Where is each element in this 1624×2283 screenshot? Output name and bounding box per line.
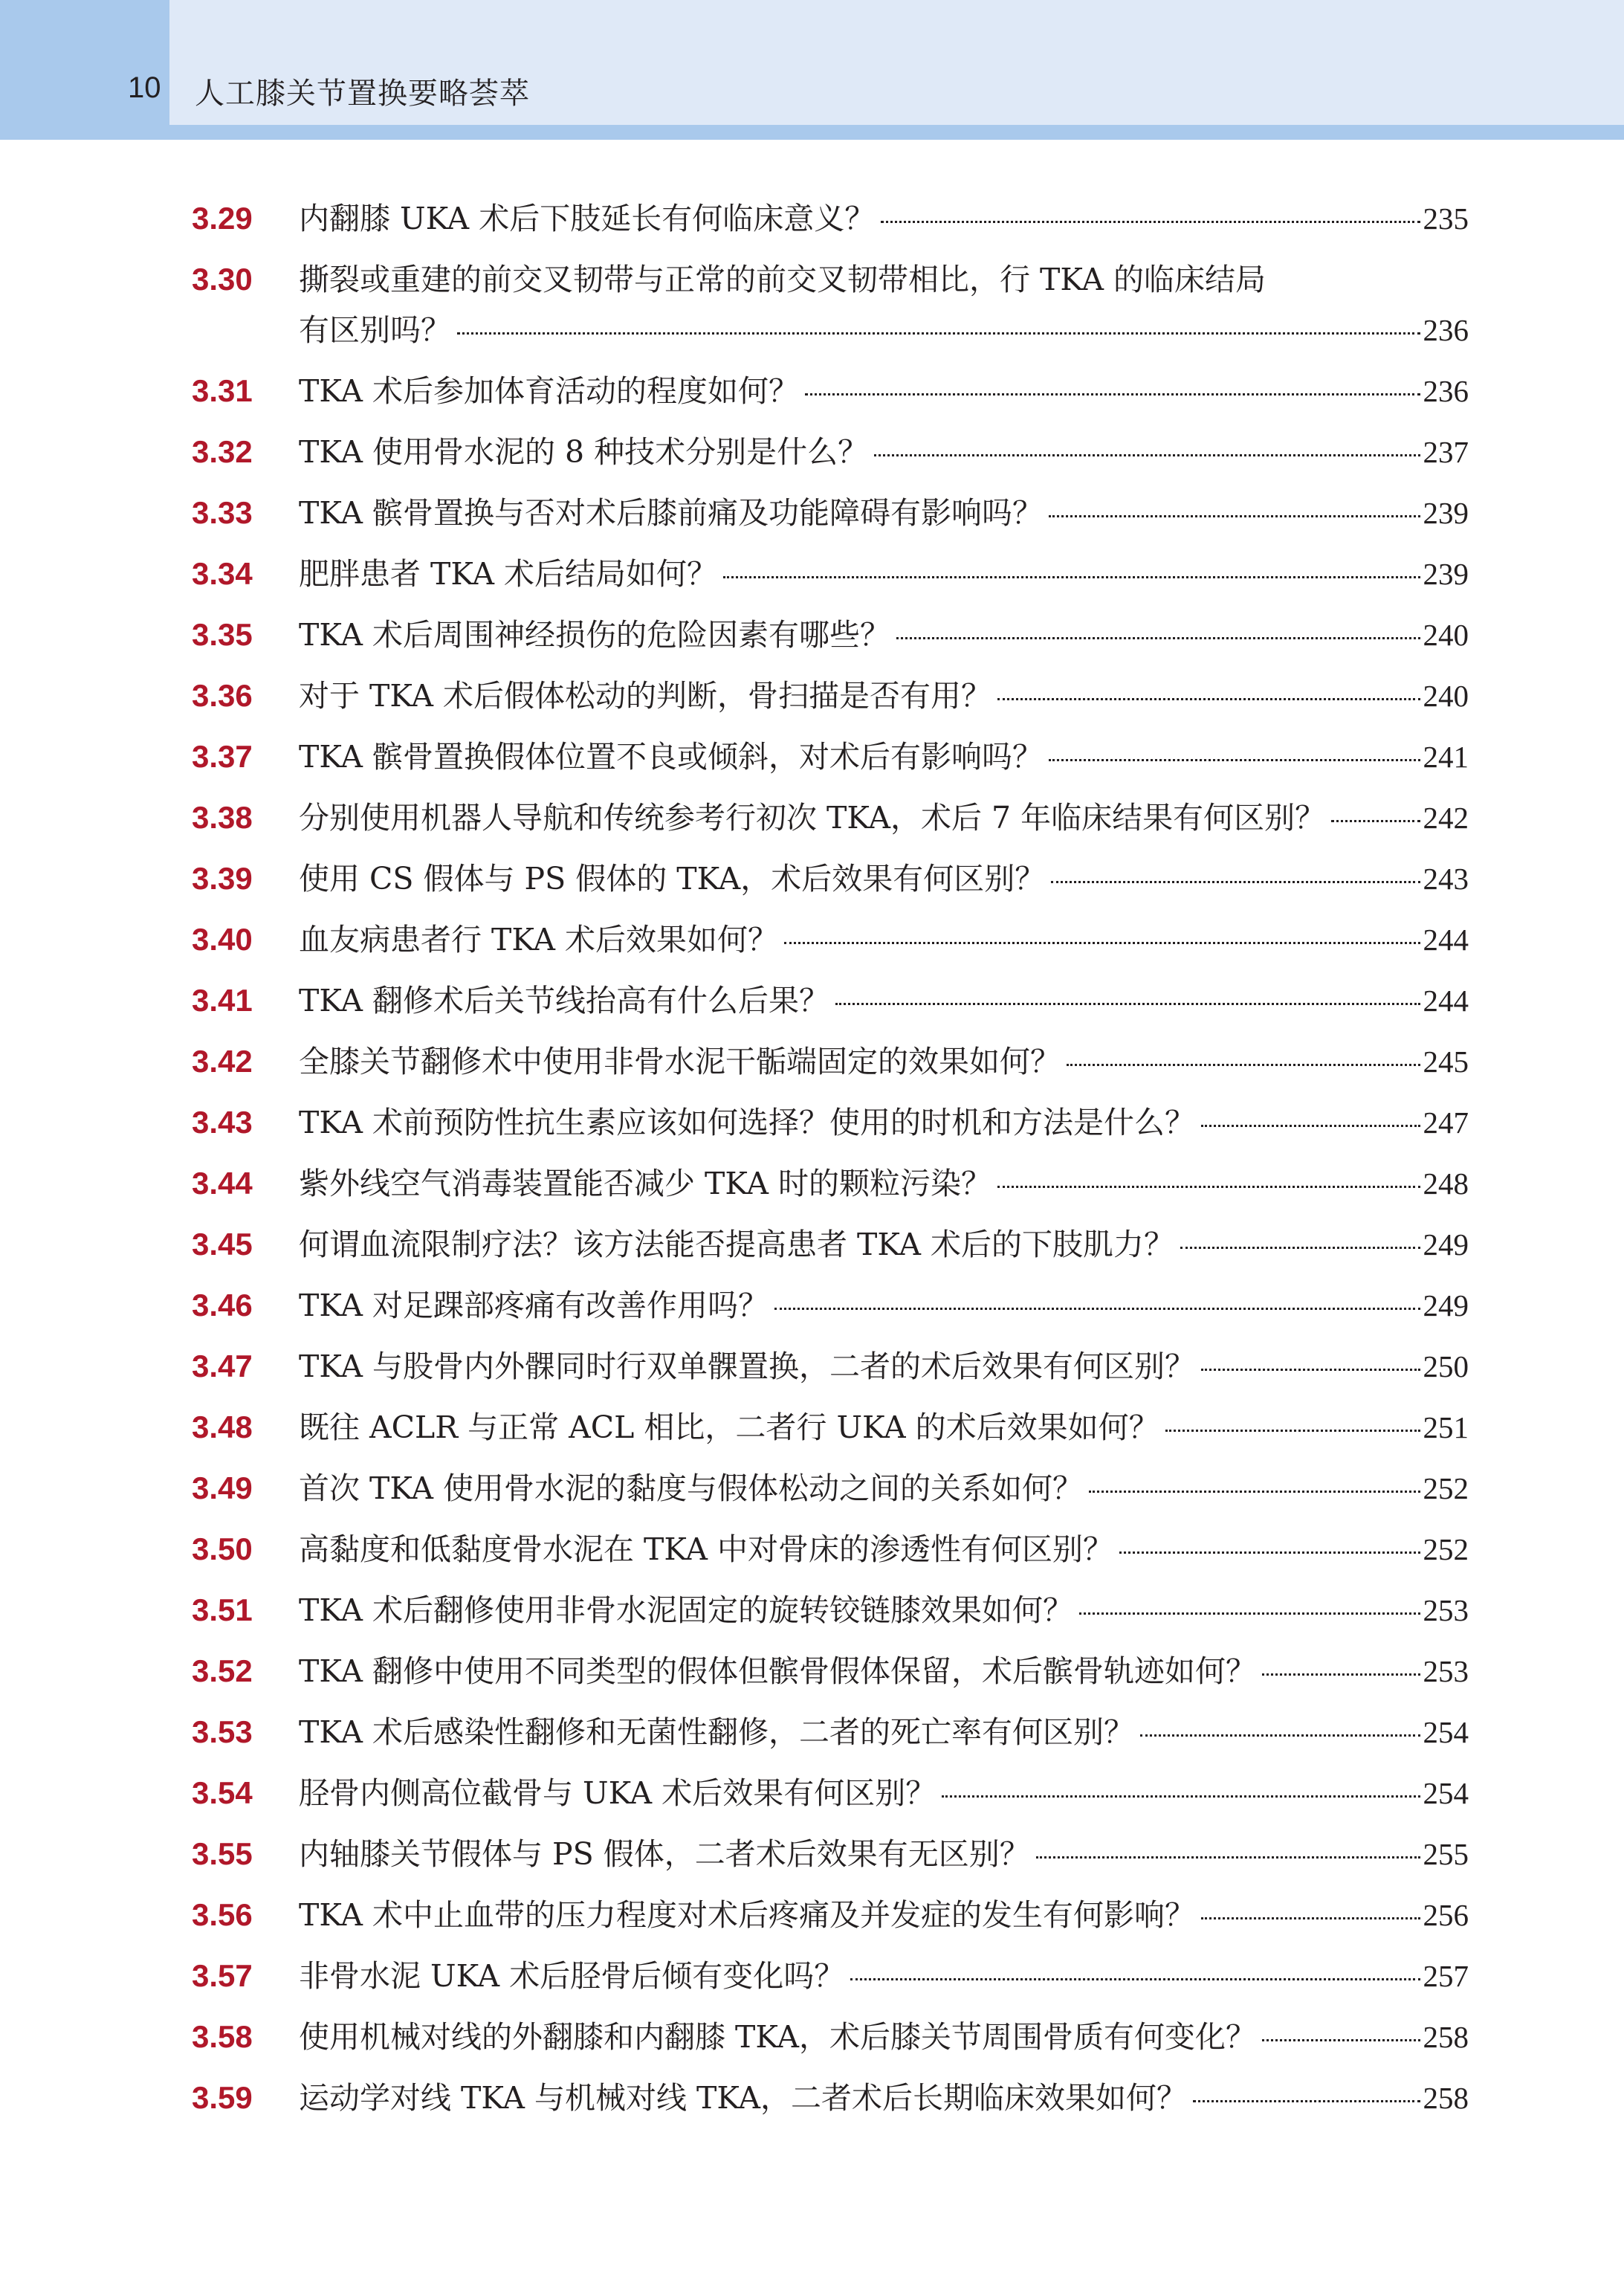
entry-page: 242 [1423, 801, 1469, 835]
leader-dots [896, 637, 1420, 639]
entry-title: TKA 髌骨置换假体位置不良或倾斜，对术后有影响吗？ [299, 739, 1043, 775]
entry-title: 内翻膝 UKA 术后下肢延长有何临床意义？ [299, 201, 876, 236]
entry-number: 3.55 [192, 1836, 253, 1871]
entry-page: 248 [1423, 1166, 1469, 1201]
leader-dots [1119, 1551, 1420, 1554]
leader-dots [997, 1186, 1420, 1188]
entry-page: 255 [1423, 1837, 1469, 1871]
leader-dots [1201, 1917, 1420, 1919]
entry-number: 3.46 [192, 1288, 253, 1323]
entry-title: 既往 ACLR 与正常 ACL 相比，二者行 UKA 的术后效果如何？ [299, 1409, 1159, 1445]
entry-page: 236 [1423, 374, 1469, 408]
entry-page: 254 [1423, 1715, 1469, 1749]
entry-number: 3.34 [192, 556, 253, 591]
leader-dots [1262, 2039, 1420, 2041]
leader-dots [1140, 1734, 1420, 1737]
entry-page: 245 [1423, 1044, 1469, 1079]
entry-line [299, 1100, 1469, 1145]
leader-dots [1331, 820, 1420, 822]
leader-dots [1201, 1125, 1420, 1127]
entry-title: 高黏度和低黏度骨水泥在 TKA 中对骨床的渗透性有何区别？ [299, 1531, 1113, 1567]
entry-title: TKA 髌骨置换与否对术后膝前痛及功能障碍有影响吗？ [299, 495, 1043, 531]
entry-page: 250 [1423, 1349, 1469, 1383]
entry-number: 3.42 [192, 1044, 253, 1079]
entry-page: 235 [1423, 201, 1469, 236]
entry-title: 肥胖患者 TKA 术后结局如何？ [299, 556, 717, 592]
entry-number: 3.29 [192, 201, 253, 236]
entry-line [299, 552, 1469, 596]
entry-number: 3.38 [192, 800, 253, 835]
entry-page: 253 [1423, 1593, 1469, 1627]
entry-number: 3.43 [192, 1105, 253, 1140]
page-header [0, 0, 1624, 140]
entry-page: 249 [1423, 1227, 1469, 1262]
entry-number: 3.50 [192, 1531, 253, 1566]
entry-title: 非骨水泥 UKA 术后胫骨后倾有变化吗？ [299, 1958, 845, 1994]
entry-title: 全膝关节翻修术中使用非骨水泥干骺端固定的效果如何？ [299, 1044, 1061, 1079]
entry-number: 3.41 [192, 983, 253, 1018]
entry-title: TKA 与股骨内外髁同时行双单髁置换，二者的术后效果有何区别？ [299, 1349, 1195, 1384]
entry-page: 256 [1423, 1898, 1469, 1932]
entry-line [299, 1527, 1469, 1572]
entry-title: TKA 术中止血带的压力程度对术后疼痛及并发症的发生有何影响？ [299, 1897, 1195, 1933]
entry-line [299, 1588, 1469, 1633]
entry-page: 237 [1423, 435, 1469, 469]
leader-dots [1193, 2100, 1420, 2102]
entry-line-first [299, 257, 1469, 302]
entry-number: 3.37 [192, 739, 253, 774]
entry-line [299, 613, 1469, 657]
entry-line [299, 369, 1469, 413]
entry-number: 3.35 [192, 617, 253, 652]
entry-page: 239 [1423, 496, 1469, 530]
entry-line [299, 1283, 1469, 1328]
leader-dots [1180, 1247, 1420, 1249]
entry-title: 运动学对线 TKA 与机械对线 TKA，二者术后长期临床效果如何？ [299, 2080, 1187, 2116]
entry-line [299, 1954, 1469, 1998]
leader-dots [1165, 1430, 1420, 1432]
leader-dots [997, 698, 1420, 700]
entry-number: 3.56 [192, 1897, 253, 1932]
entry-line [299, 1405, 1469, 1450]
leader-dots [1067, 1064, 1420, 1066]
entry-title: TKA 使用骨水泥的 8 种技术分别是什么？ [299, 434, 869, 470]
entry-number: 3.31 [192, 373, 253, 408]
entry-title: 胫骨内侧高位截骨与 UKA 术后效果有何区别？ [299, 1775, 936, 1811]
entry-page: 236 [1423, 313, 1469, 347]
entry-number: 3.45 [192, 1227, 253, 1262]
entry-page: 243 [1423, 862, 1469, 896]
entry-number: 3.47 [192, 1349, 253, 1383]
entry-title: TKA 翻修中使用不同类型的假体但髌骨假体保留，术后髌骨轨迹如何？ [299, 1653, 1256, 1689]
entry-page: 239 [1423, 557, 1469, 591]
entry-page: 258 [1423, 2081, 1469, 2115]
entry-number: 3.49 [192, 1470, 253, 1505]
entry-page: 244 [1423, 984, 1469, 1018]
entry-title: 何谓血流限制疗法？该方法能否提高患者 TKA 术后的下肢肌力？ [299, 1227, 1174, 1262]
entry-number: 3.57 [192, 1958, 253, 1993]
entry-line [299, 1222, 1469, 1267]
entry-number: 3.59 [192, 2080, 253, 2115]
entry-page: 253 [1423, 1654, 1469, 1688]
entry-page: 240 [1423, 679, 1469, 713]
leader-dots [874, 454, 1420, 456]
entry-page: 251 [1423, 1410, 1469, 1444]
entry-title: TKA 翻修术后关节线抬高有什么后果？ [299, 983, 829, 1018]
entry-number: 3.30 [192, 262, 253, 297]
entry-page: 249 [1423, 1288, 1469, 1323]
leader-dots [1051, 881, 1420, 883]
page-number: 10 [128, 71, 161, 104]
entry-line [299, 1039, 1469, 1084]
entry-title: 对于 TKA 术后假体松动的判断，骨扫描是否有用？ [299, 678, 991, 714]
entry-number: 3.53 [192, 1714, 253, 1749]
entry-title: TKA 术前预防性抗生素应该如何选择？使用的时机和方法是什么？ [299, 1105, 1195, 1140]
running-title: 人工膝关节置换要略荟萃 [195, 77, 530, 111]
entry-line [299, 917, 1469, 962]
entry-line [299, 2015, 1469, 2059]
leader-dots [1036, 1856, 1420, 1859]
entry-page: 257 [1423, 1959, 1469, 1993]
entry-number: 3.48 [192, 1409, 253, 1444]
entry-line [299, 1771, 1469, 1815]
leader-dots [850, 1978, 1420, 1980]
entry-title: 使用机械对线的外翻膝和内翻膝 TKA，术后膝关节周围骨质有何变化？ [299, 2019, 1256, 2055]
leader-dots [1049, 759, 1420, 761]
entry-title: TKA 术后参加体育活动的程度如何？ [299, 373, 799, 409]
leader-dots [1049, 515, 1420, 517]
entry-line [299, 1649, 1469, 1693]
entry-number: 3.44 [192, 1166, 253, 1201]
entry-line [299, 734, 1469, 779]
entry-title: 分别使用机器人导航和传统参考行初次 TKA，术后 7 年临床结果有何区别？ [299, 800, 1326, 836]
entry-page: 241 [1423, 740, 1469, 774]
leader-dots [457, 332, 1420, 335]
entry-number: 3.36 [192, 678, 253, 713]
leader-dots [1079, 1612, 1420, 1615]
entry-title: 紫外线空气消毒装置能否减少 TKA 时的颗粒污染？ [299, 1166, 991, 1201]
entry-line [299, 1344, 1469, 1389]
entry-number: 3.51 [192, 1592, 253, 1627]
entry-line [299, 491, 1469, 535]
entry-number: 3.52 [192, 1653, 253, 1688]
leader-dots [723, 576, 1420, 578]
entry-title: TKA 对足踝部疼痛有改善作用吗？ [299, 1288, 769, 1323]
entry-line [299, 196, 1469, 241]
leader-dots [774, 1308, 1420, 1310]
entry-title: 内轴膝关节假体与 PS 假体，二者术后效果有无区别？ [299, 1836, 1030, 1872]
entry-line [299, 1832, 1469, 1876]
entry-title: 血友病患者行 TKA 术后效果如何？ [299, 922, 778, 958]
entry-number: 3.39 [192, 861, 253, 896]
entry-page: 240 [1423, 618, 1469, 652]
entry-line [299, 1710, 1469, 1754]
entry-page: 252 [1423, 1532, 1469, 1566]
leader-dots [805, 393, 1420, 395]
entry-title: TKA 术后翻修使用非骨水泥固定的旋转铰链膝效果如何？ [299, 1592, 1073, 1628]
entry-number: 3.32 [192, 434, 253, 469]
leader-dots [784, 942, 1420, 944]
header-rule [0, 125, 1624, 140]
entry-line [299, 1466, 1469, 1511]
entry-line [299, 978, 1469, 1023]
leader-dots [835, 1003, 1420, 1005]
leader-dots [942, 1795, 1420, 1798]
header-number-block [0, 0, 169, 140]
entry-page: 252 [1423, 1471, 1469, 1505]
entry-number: 3.33 [192, 495, 253, 530]
entry-number: 3.54 [192, 1775, 253, 1810]
entry-title: TKA 术后周围神经损伤的危险因素有哪些？ [299, 617, 890, 653]
entry-line [299, 795, 1469, 840]
entry-title: 有区别吗？ [299, 312, 451, 348]
leader-dots [1262, 1673, 1420, 1676]
entry-page: 254 [1423, 1776, 1469, 1810]
leader-dots [1201, 1369, 1420, 1371]
entry-line [299, 2076, 1469, 2120]
entry-line [299, 1161, 1469, 1206]
entry-number: 3.58 [192, 2019, 253, 2054]
entry-title: 首次 TKA 使用骨水泥的黏度与假体松动之间的关系如何？ [299, 1470, 1083, 1506]
leader-dots [1089, 1491, 1420, 1493]
entry-title: TKA 术后感染性翻修和无菌性翻修，二者的死亡率有何区别？ [299, 1714, 1134, 1750]
entry-page: 258 [1423, 2020, 1469, 2054]
entry-title-line1: 撕裂或重建的前交叉韧带与正常的前交叉韧带相比，行 TKA 的临床结局 [299, 262, 1266, 297]
entry-line [299, 674, 1469, 718]
entry-title: 使用 CS 假体与 PS 假体的 TKA，术后效果有何区别？ [299, 861, 1046, 897]
entry-number: 3.40 [192, 922, 253, 957]
entry-line [299, 430, 1469, 474]
entry-line [299, 1893, 1469, 1937]
leader-dots [881, 221, 1420, 223]
entry-page: 247 [1423, 1105, 1469, 1140]
entry-page: 244 [1423, 923, 1469, 957]
entry-line [299, 856, 1469, 901]
entry-line [299, 308, 1469, 352]
